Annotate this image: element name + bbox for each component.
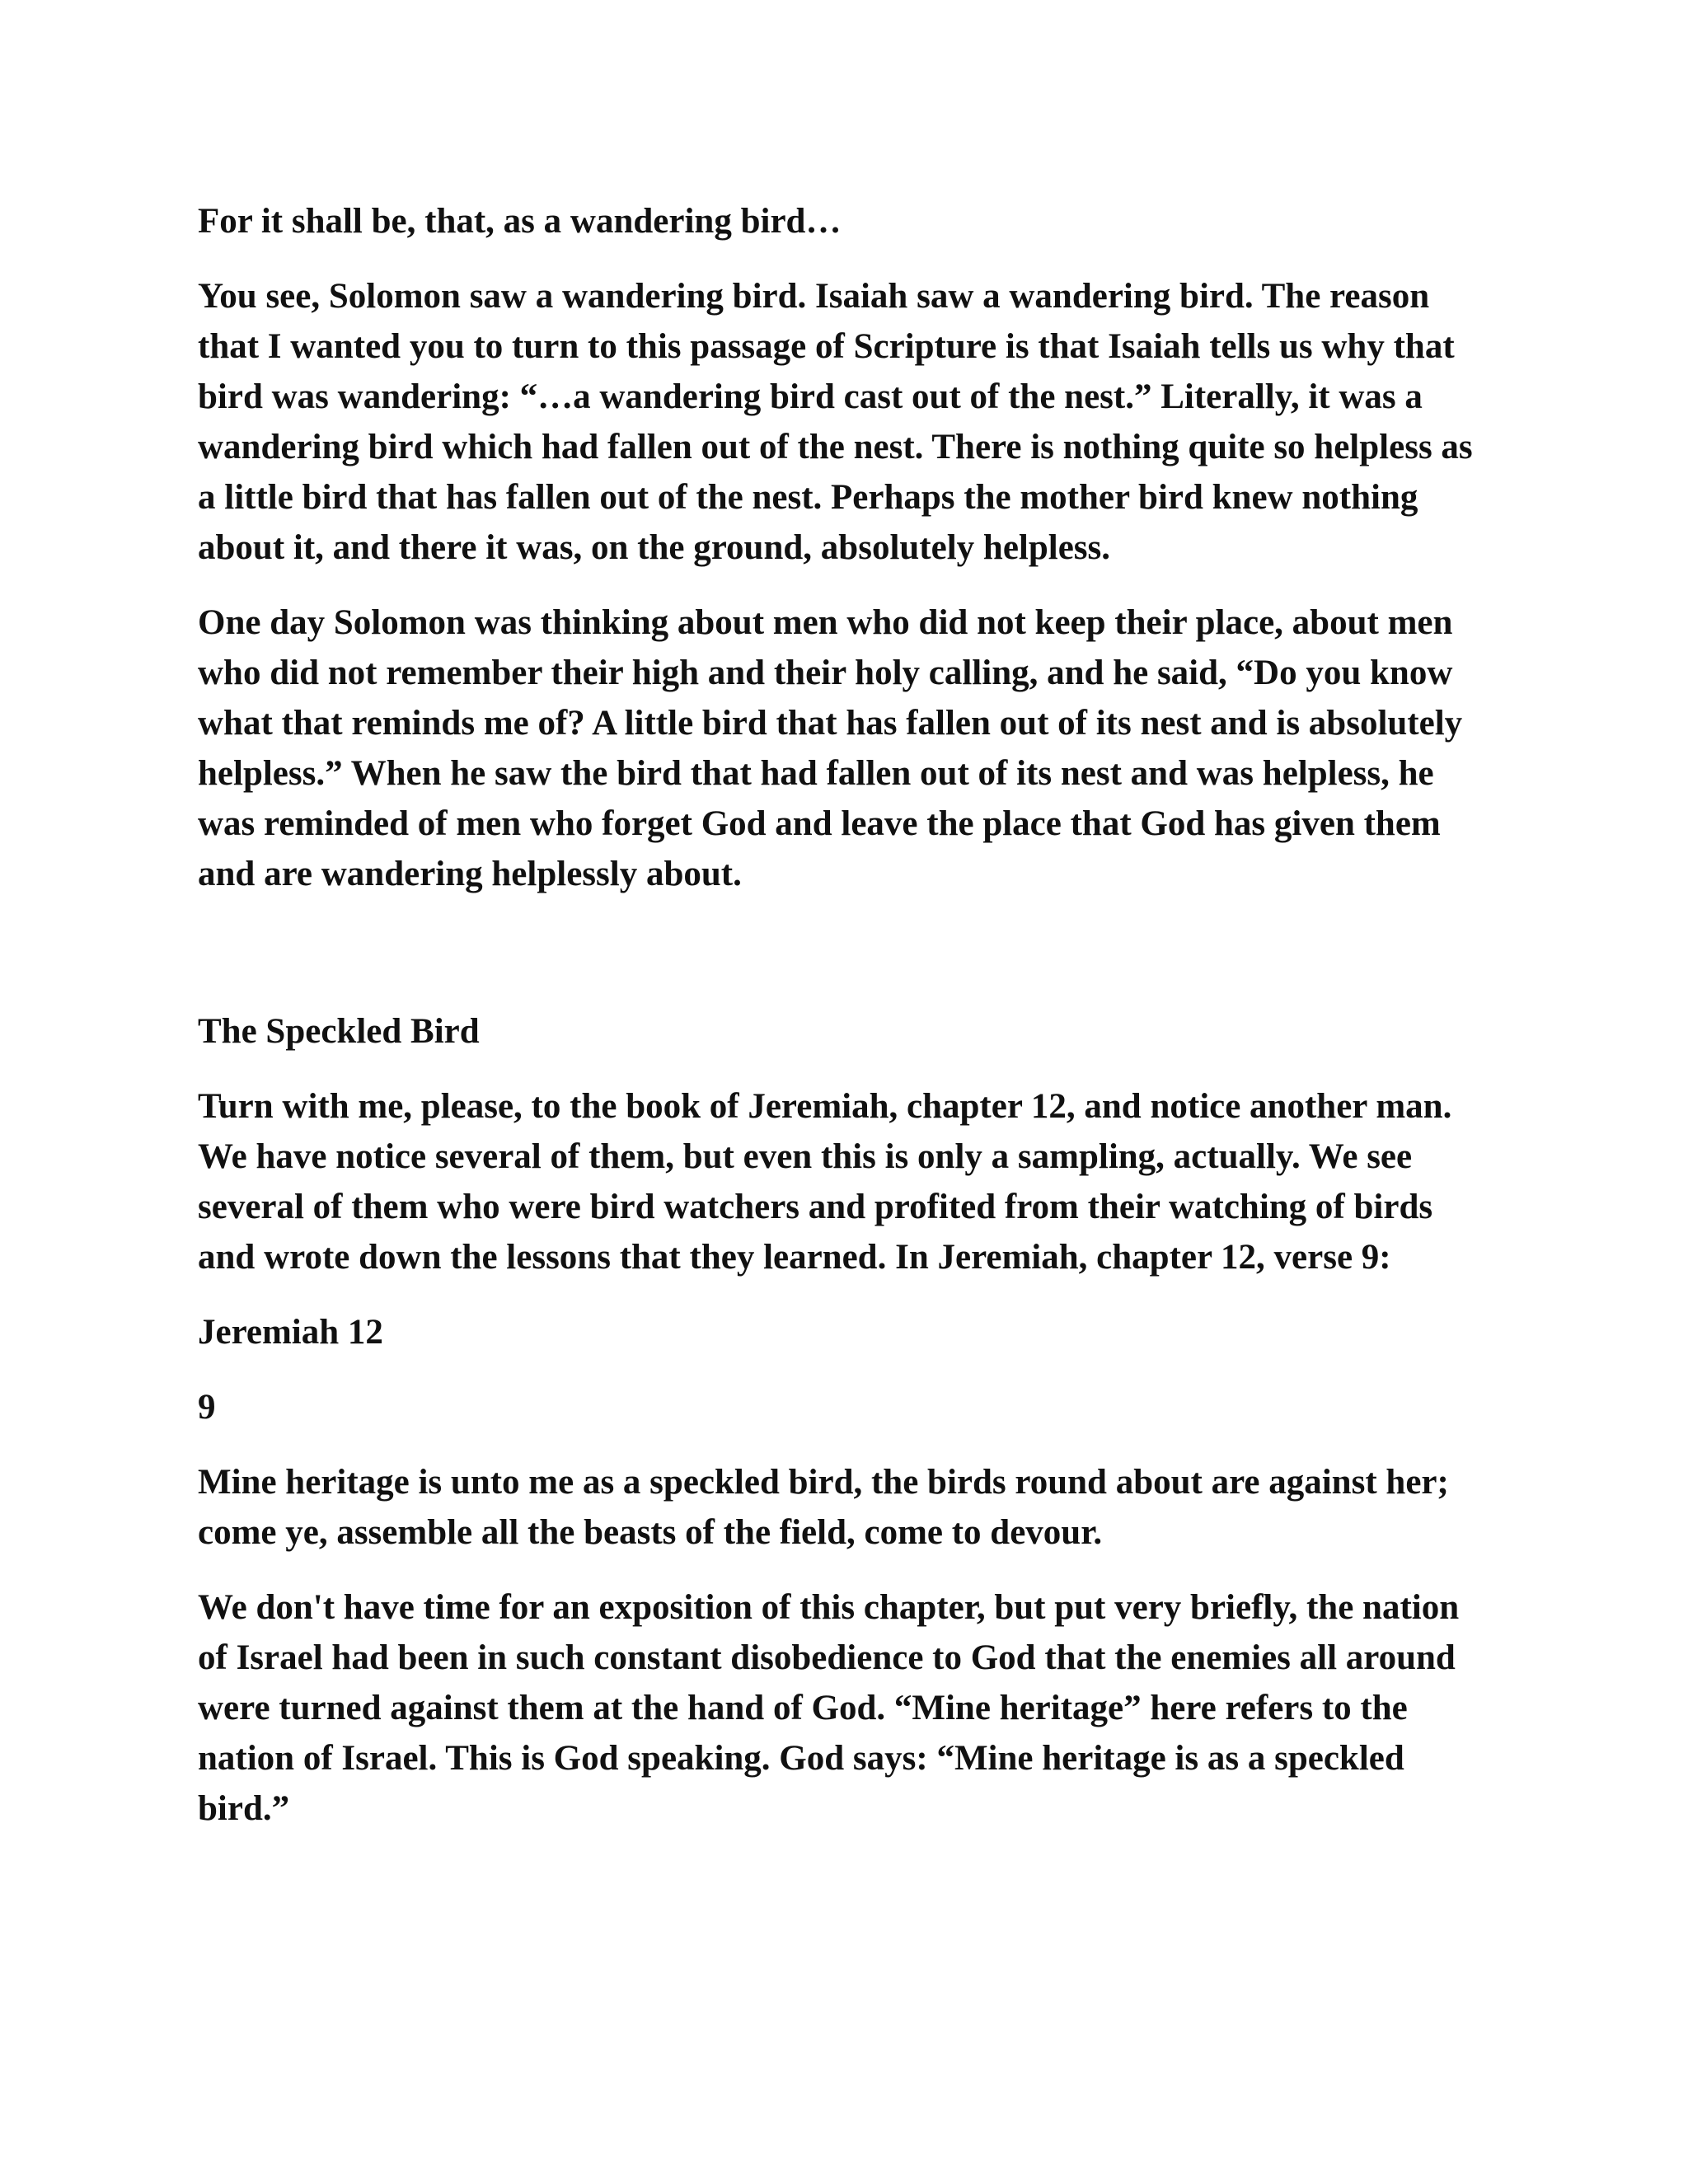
paragraph-jeremiah-intro: Turn with me, please, to the book of Jeremiah, chapter 12, and notice another man. We have notice several of them, but even this is only a sampling, actually. We see several of them who were bird watchers and profited from their watching of birds and wrote down the lessons that they learned. In Jeremiah, chapter 12, verse 9: xyxy=(198,1087,1452,1277)
scripture-quote-opening: For it shall be, that, as a wandering bird… xyxy=(198,202,842,241)
verse-number: 9 xyxy=(198,1388,216,1427)
paragraph-exposition: We don't have time for an exposition of this chapter, but put very briefly, the nation of Israel had been in such constant disobedience to God that the enemies all around were turned against them at the hand of God. “Mine heritage” here refers to the nation of Israel. This is God speaking. God says: “Mine heritage is as a speckled bird.” xyxy=(198,1588,1460,1828)
paragraph-wandering-bird: You see, Solomon saw a wandering bird. Isaiah saw a wandering bird. The reason that I wanted you to turn to this passage of Scripture is that Isaiah tells us why that bird was wandering: “…a wandering bird cast out of the nest.” Literally, it was a wandering bird which had fallen out of the nest. There is nothing quite so helpless as a little bird that has fallen out of the nest. Perhaps the mother bird knew nothing about it, and there it was, on the ground, absolutely helpless. xyxy=(198,277,1473,567)
scripture-reference: Jeremiah 12 xyxy=(198,1313,383,1352)
paragraph-solomon: One day Solomon was thinking about men who did not keep their place, about men who did not remember their high and their holy calling, and he said, “Do you know what that reminds me of? A little bird that has fallen out of its nest and is absolutely helpless.” When he saw the bird that had fallen out of its nest and was helpless, he was reminded of men who forget God and leave the place that God has given them and are wandering helplessly about. xyxy=(198,603,1463,893)
section-heading-speckled-bird: The Speckled Bird xyxy=(198,1012,480,1051)
scripture-verse-text: Mine heritage is unto me as a speckled bird, the birds round about are against her; come ye, assemble all the beasts of the field, come to devour. xyxy=(198,1463,1449,1552)
document-body xyxy=(198,196,1484,1858)
